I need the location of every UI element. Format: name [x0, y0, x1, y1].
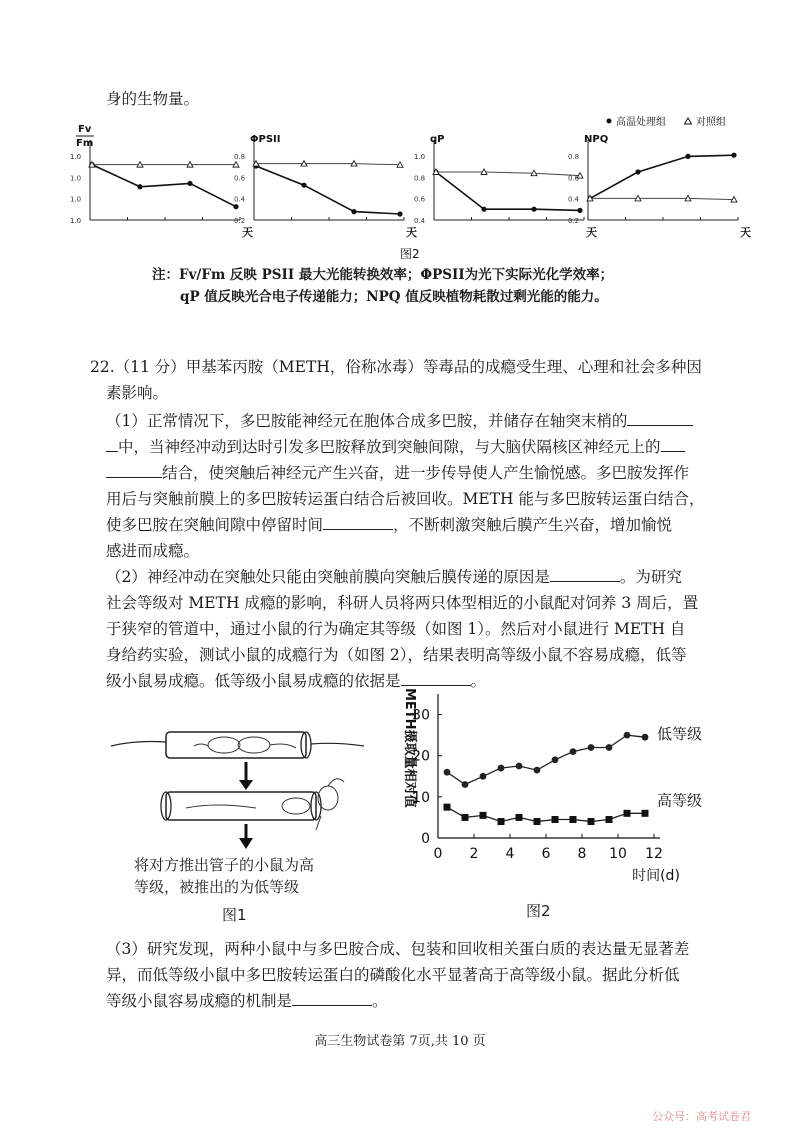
mouse-right: [238, 737, 270, 753]
q22-p2-line1: （2）神经冲动在突触处只能由突触前膜向突触后膜传递的原因是 。为研究: [106, 562, 682, 592]
heat-series-line: [92, 165, 236, 207]
top-figure-caption: 图2: [400, 247, 420, 261]
q22-p1-line3: 结合，使突触后神经元产生兴奋，进一步传导使人产生愉悦感。多巴胺发挥作: [106, 458, 689, 488]
top-panel-4: [568, 134, 751, 239]
y-axis-label: METH摄取量相对值: [402, 688, 417, 808]
heat-data-point: [731, 153, 736, 158]
top-panel-2: [234, 134, 417, 239]
figure-1-caption-line1: 将对方推出管子的小鼠为高: [134, 856, 315, 874]
legend-heat-marker: [607, 119, 612, 124]
q22-p1-line5: 使多巴胺在突触间隙中停留时间 ，不断刺激突触后膜产生兴奋，增加愉悦: [106, 510, 672, 540]
y-tick-label: 0.4: [414, 217, 426, 225]
high-rank-data-point: [516, 814, 523, 821]
figure-1-label: 图1: [222, 906, 247, 924]
y-tick-label: 0.6: [414, 195, 426, 204]
x-tick-label: 12: [645, 846, 663, 862]
low-rank-data-point: [588, 744, 595, 751]
x-axis-label: 天: [242, 226, 253, 239]
answer-blank-5[interactable]: [401, 667, 471, 686]
high-rank-data-point: [498, 818, 505, 825]
high-rank-data-point: [570, 816, 577, 823]
heat-data-point: [531, 207, 536, 212]
high-rank-data-point: [552, 816, 559, 823]
low-rank-series-line: [447, 735, 645, 784]
y-tick-label: 0: [421, 831, 430, 847]
high-rank-data-point: [462, 814, 469, 821]
q22-p1-line4: 用后与突触前膜上的多巴胺转运蛋白结合后被回收。METH 能与多巴胺转运蛋白结合，: [106, 490, 705, 508]
x-axis-label: 时间(d): [632, 868, 680, 884]
answer-blank-4[interactable]: [550, 563, 620, 582]
q22-p2-line2: 社会等级对 METH 成瘾的影响，科研人员将两只体型相近的小鼠配对饲养 3 周后，置: [106, 594, 699, 612]
answer-blank-1[interactable]: [627, 407, 693, 426]
q22-p1-line2: 中，当神经冲动到达时引发多巴胺释放到突触间隙，与大脑伏隔核区神经元上的: [106, 432, 685, 462]
legend-heat-label: 高温处理组: [616, 117, 666, 128]
heat-data-point: [685, 154, 690, 159]
q22-p3-line1: （3）研究发现，两种小鼠中与多巴胺合成、包装和回收相关蛋白质的表达量无显著差: [106, 940, 690, 958]
y-tick-label: 0.8: [234, 153, 246, 161]
y-axis-label-bottom: Fm: [76, 138, 94, 149]
mouse-high: [282, 798, 310, 814]
top-legend: [607, 115, 727, 128]
heat-series-line: [256, 166, 400, 214]
figure-note-line1: 注：Fv/Fm 反映 PSII 最大光能转换效率；ΦPSII为光下实际光化学效率；: [152, 267, 614, 283]
y-axis-label: NPQ: [584, 134, 609, 145]
mouse-left: [208, 737, 240, 753]
x-tick-label: 0: [433, 846, 443, 862]
heat-data-point: [577, 208, 582, 213]
y-tick-label: 0.4: [234, 195, 246, 204]
q22-p2-line5: 级小鼠易成瘾。低等级小鼠易成瘾的依据是 。: [106, 666, 486, 696]
low-rank-data-point: [516, 763, 523, 770]
q22-p2-line3: 于狭窄的管道中，通过小鼠的行为确定其等级（如图 1）。然后对小鼠进行 METH 自: [106, 620, 686, 638]
control-series-line: [590, 198, 734, 199]
top-panel-1: [70, 124, 253, 239]
heat-data-point: [137, 184, 142, 189]
answer-blank-6[interactable]: [292, 987, 372, 1006]
high-rank-data-point: [444, 804, 451, 811]
y-tick-label: 30: [412, 707, 430, 724]
arrow-down-icon: [239, 838, 253, 849]
y-tick-label: 0.4: [568, 195, 580, 204]
y-axis-label-top: Fv: [78, 124, 92, 135]
figure-1: [106, 712, 366, 922]
low-rank-data-point: [552, 756, 559, 763]
y-tick-label: 0.8: [414, 174, 426, 183]
low-rank-data-point: [444, 769, 451, 776]
answer-blank-2-cont[interactable]: [106, 459, 162, 478]
y-axis-label: qP: [430, 134, 445, 145]
q22-title: 22.（11 分）甲基苯丙胺（METH，俗称冰毒）等毒品的成瘾受生理、心理和社会多种因: [90, 358, 702, 376]
figure-2-label: 图2: [526, 902, 551, 920]
top-text: 身的生物量。: [106, 90, 200, 108]
y-tick-label: 20: [412, 748, 430, 765]
answer-blank-1-cont[interactable]: [106, 433, 118, 452]
y-tick-label: 1.0: [414, 153, 426, 161]
y-tick-label: 1.0: [70, 217, 82, 225]
mice-tube-illustration: [106, 712, 366, 852]
q22-p1-line6: 感进而成瘾。: [106, 542, 200, 560]
y-tick-label: 0.6: [568, 174, 580, 183]
low-rank-data-point: [534, 767, 541, 774]
x-axis-label: 天: [586, 226, 597, 239]
x-axis-label: 天: [740, 226, 751, 239]
answer-blank-3[interactable]: [323, 511, 393, 530]
y-tick-label: 0.8: [568, 153, 580, 161]
heat-series-line: [436, 172, 580, 210]
heat-data-point: [397, 211, 402, 216]
low-rank-data-point: [606, 744, 613, 751]
y-tick-label: 0.2: [568, 217, 580, 225]
top-tube: [166, 732, 306, 758]
legend-control-marker: [685, 118, 692, 124]
low-rank-data-point: [624, 732, 631, 739]
y-tick-label: 0.2: [234, 217, 246, 225]
q22-title-cont: 素影响。: [106, 384, 169, 402]
y-tick-label: 10: [412, 789, 430, 806]
q22-p1-line1: （1）正常情况下，多巴胺能神经元在胞体合成多巴胺，并储存在轴突末梢的: [106, 406, 693, 436]
low-rank-data-point: [462, 781, 469, 788]
y-tick-label: 0.6: [234, 174, 246, 183]
x-tick-label: 8: [577, 846, 587, 862]
legend-control-label: 对照组: [696, 117, 726, 128]
low-rank-data-point: [498, 765, 505, 772]
heat-data-point: [187, 181, 192, 186]
heat-data-point: [233, 204, 238, 209]
heat-series-line: [590, 155, 734, 198]
q22-p3-line3: 等级小鼠容易成瘾的机制是 。: [106, 986, 388, 1016]
figure-1-caption-line2: 等级，被推出的为低等级: [134, 878, 300, 896]
high-rank-data-point: [624, 810, 631, 817]
answer-blank-2[interactable]: [661, 433, 685, 452]
high-rank-data-point: [534, 818, 541, 825]
high-rank-data-point: [642, 810, 649, 817]
y-axis-label: ΦPSII: [250, 134, 281, 145]
high-rank-series-line: [447, 807, 645, 821]
high-rank-data-point: [588, 818, 595, 825]
heat-data-point: [635, 169, 640, 174]
high-rank-data-point: [606, 816, 613, 823]
x-tick-label: 6: [541, 846, 551, 862]
meth-chart-svg: [380, 686, 730, 892]
low-rank-series-label: 低等级: [657, 725, 703, 744]
low-rank-data-point: [480, 773, 487, 780]
x-tick-label: 10: [609, 846, 627, 862]
low-rank-data-point: [570, 748, 577, 755]
y-tick-label: 1.0: [70, 195, 82, 204]
figure-note-line2: qP 值反映光合电子传递能力；NPQ 值反映植物耗散过剩光能的能力。: [180, 289, 608, 305]
x-axis-label: 天: [406, 226, 417, 239]
page-footer: 高三生物试卷第 7页,共 10 页: [314, 1034, 486, 1049]
y-tick-label: 1.0: [70, 174, 82, 183]
control-series-line: [436, 172, 580, 176]
low-rank-data-point: [642, 734, 649, 741]
high-rank-data-point: [480, 812, 487, 819]
x-tick-label: 4: [505, 846, 515, 862]
mouse-low: [318, 786, 338, 810]
x-tick-label: 2: [469, 846, 479, 862]
arrow-down-icon: [239, 780, 253, 790]
watermark: 公众号：高考试卷君: [652, 1110, 751, 1123]
y-tick-label: 1.0: [70, 153, 82, 161]
q22-p2-line4: 身给药实验，测试小鼠的成瘾行为（如图 2），结果表明高等级小鼠不容易成瘾，低等: [106, 646, 687, 664]
q22-p3-line2: 异，而低等级小鼠中多巴胺转运蛋白的磷酸化水平显著高于高等级小鼠。据此分析低: [106, 966, 680, 984]
figure-2: [380, 686, 730, 926]
control-series-line: [256, 164, 400, 165]
heat-data-point: [301, 183, 306, 188]
heat-data-point: [481, 207, 486, 212]
heat-data-point: [351, 209, 356, 214]
high-rank-series-label: 高等级: [657, 791, 703, 810]
